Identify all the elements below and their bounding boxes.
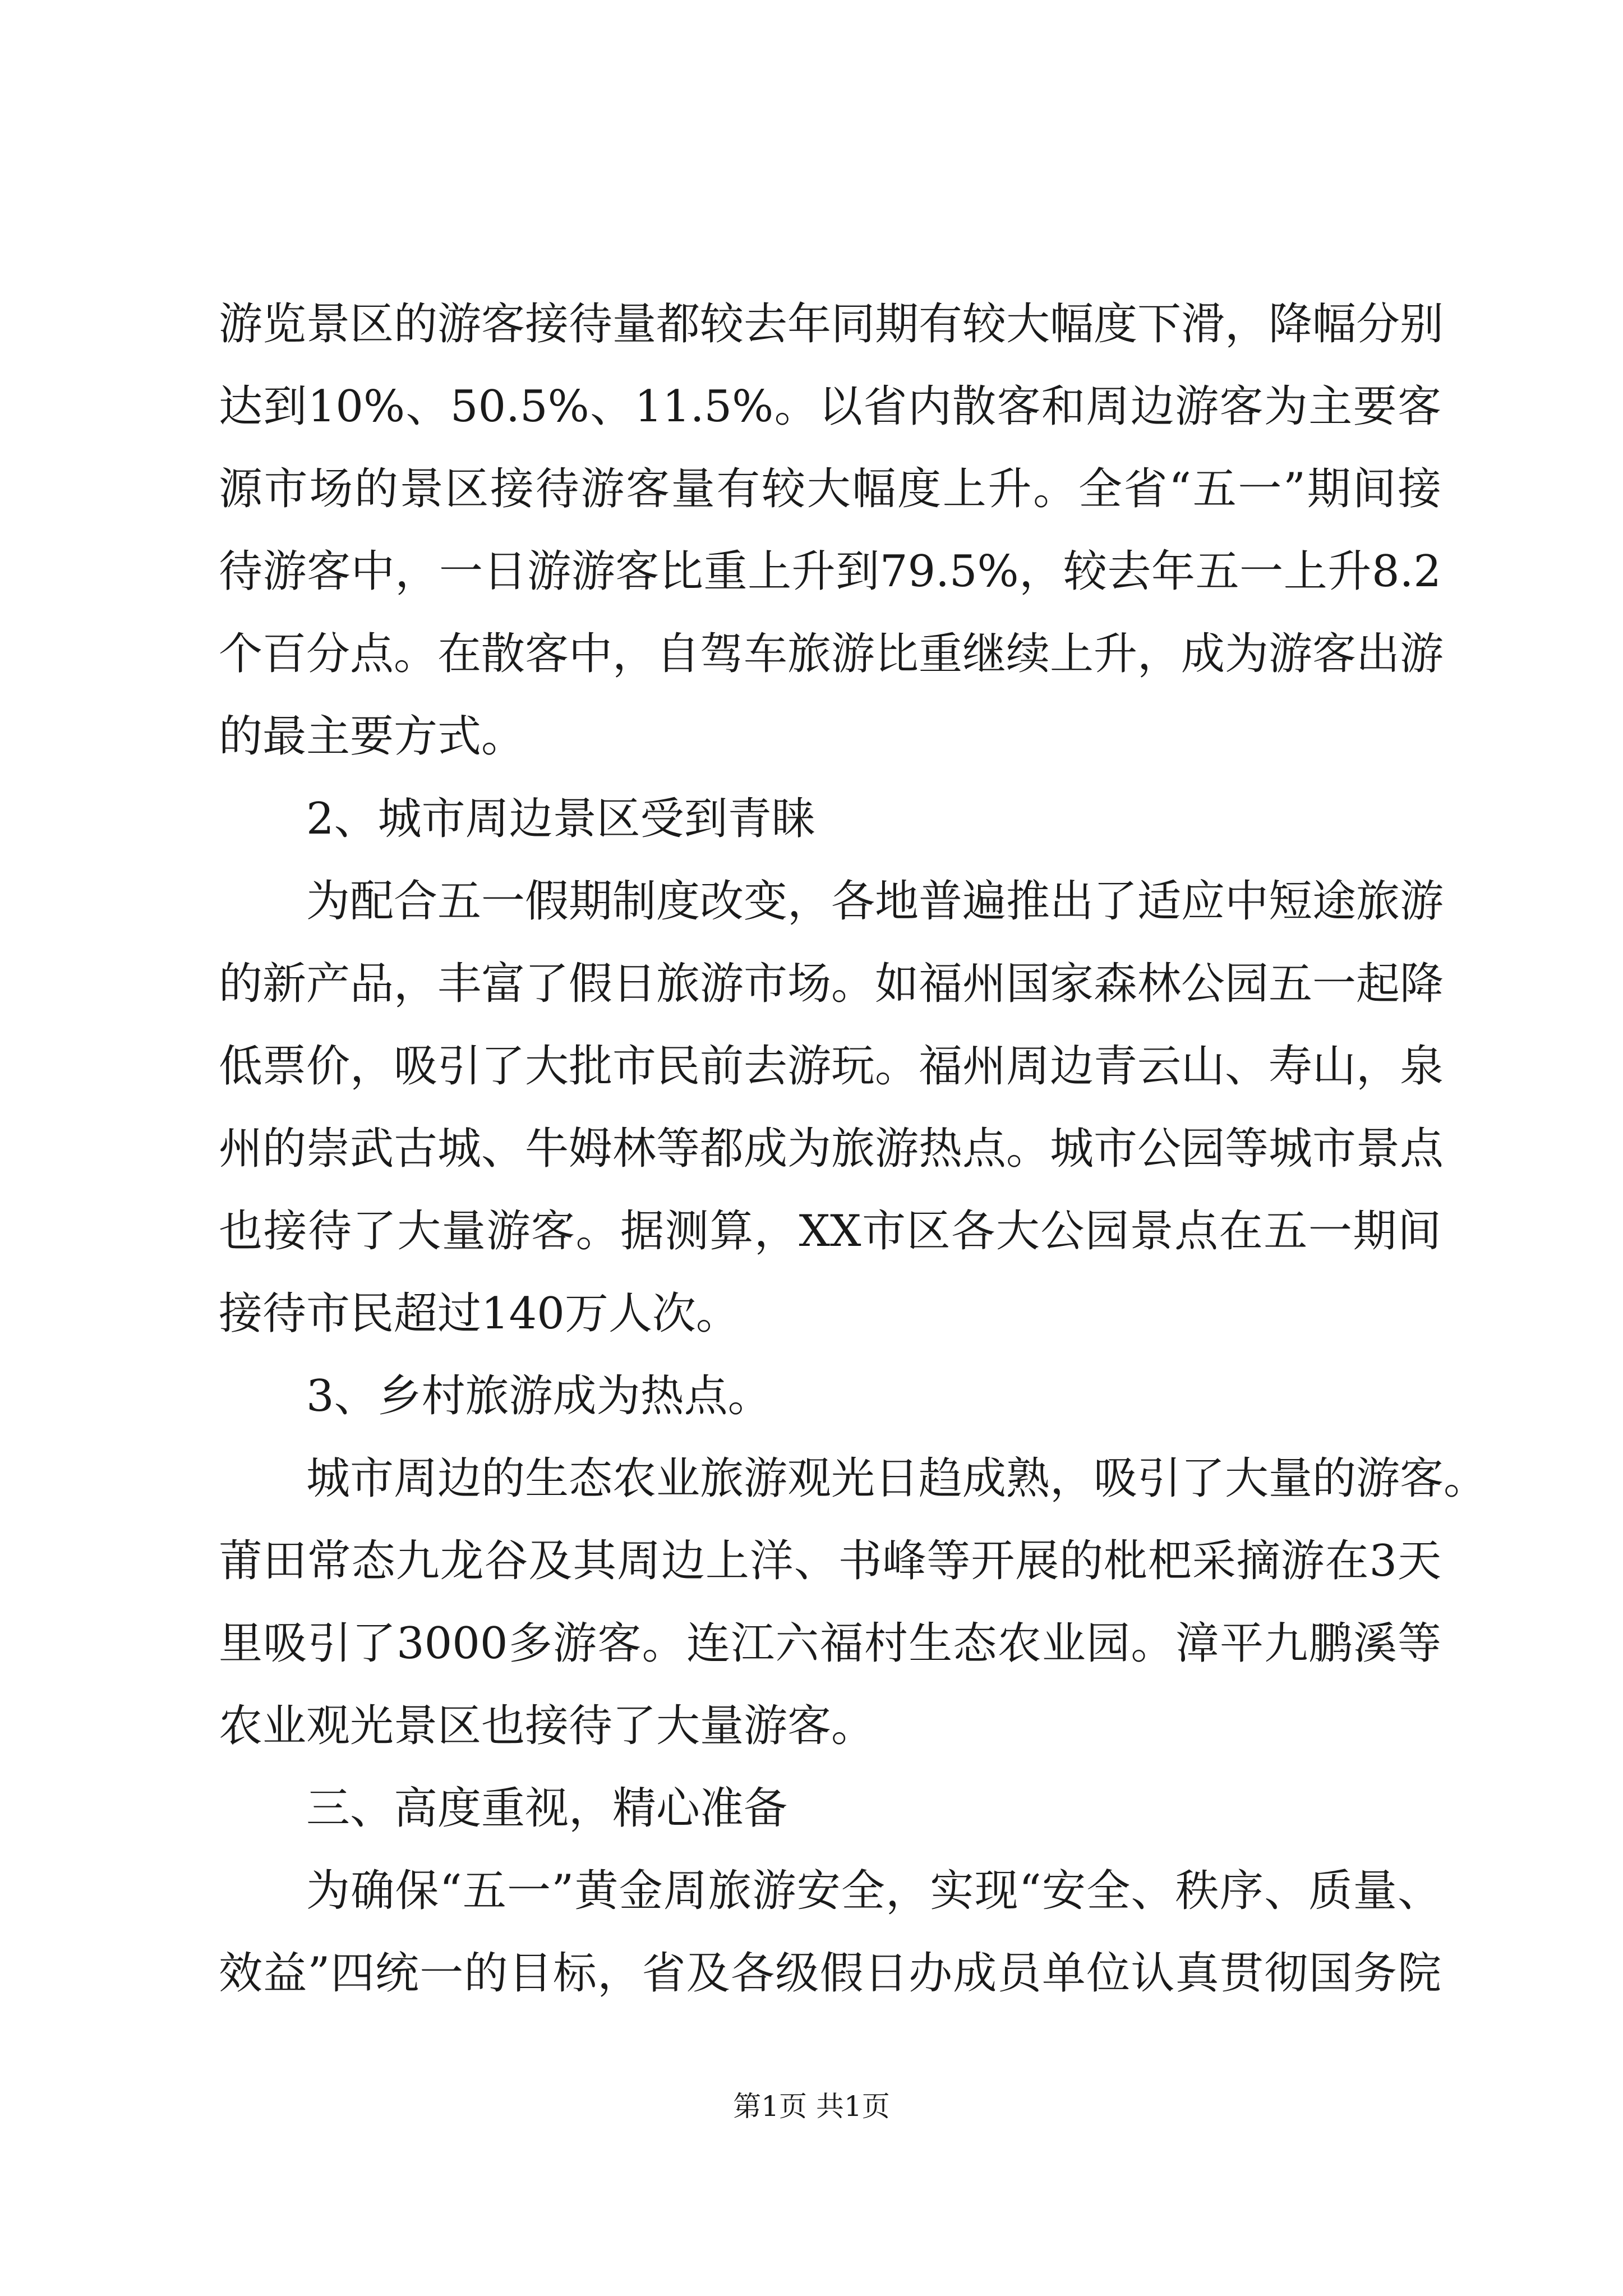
text-line: 源市场的景区接待游客量有较大幅度上升。全省“五一”期间接 [219,464,1441,514]
text-line: 个百分点。在散客中，自驾车旅游比重继续上升，成为游客出游 [219,629,1444,679]
text-line: 为确保“五一”黄金周旅游安全，实现“安全、秩序、质量、 [306,1866,1441,1916]
text-line: 为配合五一假期制度改变，各地普遍推出了适应中短途旅游 [306,876,1444,927]
text-line: 里吸引了3000多游客。连江六福村生态农业园。漳平九鹏溪等 [219,1618,1441,1669]
text-line: 游览景区的游客接待量都较去年同期有较大幅度下滑，降幅分别 [219,299,1444,349]
section-heading: 三、高度重视，精心准备 [306,1783,788,1834]
page-footer: 第1页 共1页 [733,2090,890,2123]
text-line: 农业观光景区也接待了大量游客。 [219,1701,875,1751]
text-line: 待游客中，一日游游客比重上升到79.5%，较去年五一上升8.2 [219,546,1441,597]
text-line: 也接待了大量游客。据测算，XX市区各大公园景点在五一期间 [219,1206,1441,1257]
text-line: 莆田常态九龙谷及其周边上洋、书峰等开展的枇杷采摘游在3天 [219,1536,1441,1586]
text-line: 城市周边的生态农业旅游观光日趋成熟，吸引了大量的游客。 [306,1453,1488,1504]
text-line: 达到10%、50.5%、11.5%。以省内散客和周边游客为主要客 [219,381,1441,432]
document-body [219,283,1488,2015]
text-line: 接待市民超过140万人次。 [219,1289,740,1339]
section-heading: 2、城市周边景区受到青睐 [306,794,815,844]
text-line: 州的崇武古城、牛姆林等都成为旅游热点。城市公园等城市景点 [219,1124,1444,1174]
text-line: 的最主要方式。 [219,711,525,762]
text-line: 低票价，吸引了大批市民前去游玩。福州周边青云山、寿山，泉 [219,1041,1444,1092]
text-line: 效益”四统一的目标，省及各级假日办成员单位认真贯彻国务院 [219,1948,1441,1999]
text-line: 的新产品，丰富了假日旅游市场。如福州国家森林公园五一起降 [219,959,1444,1009]
section-heading: 3、乡村旅游成为热点。 [306,1371,772,1421]
